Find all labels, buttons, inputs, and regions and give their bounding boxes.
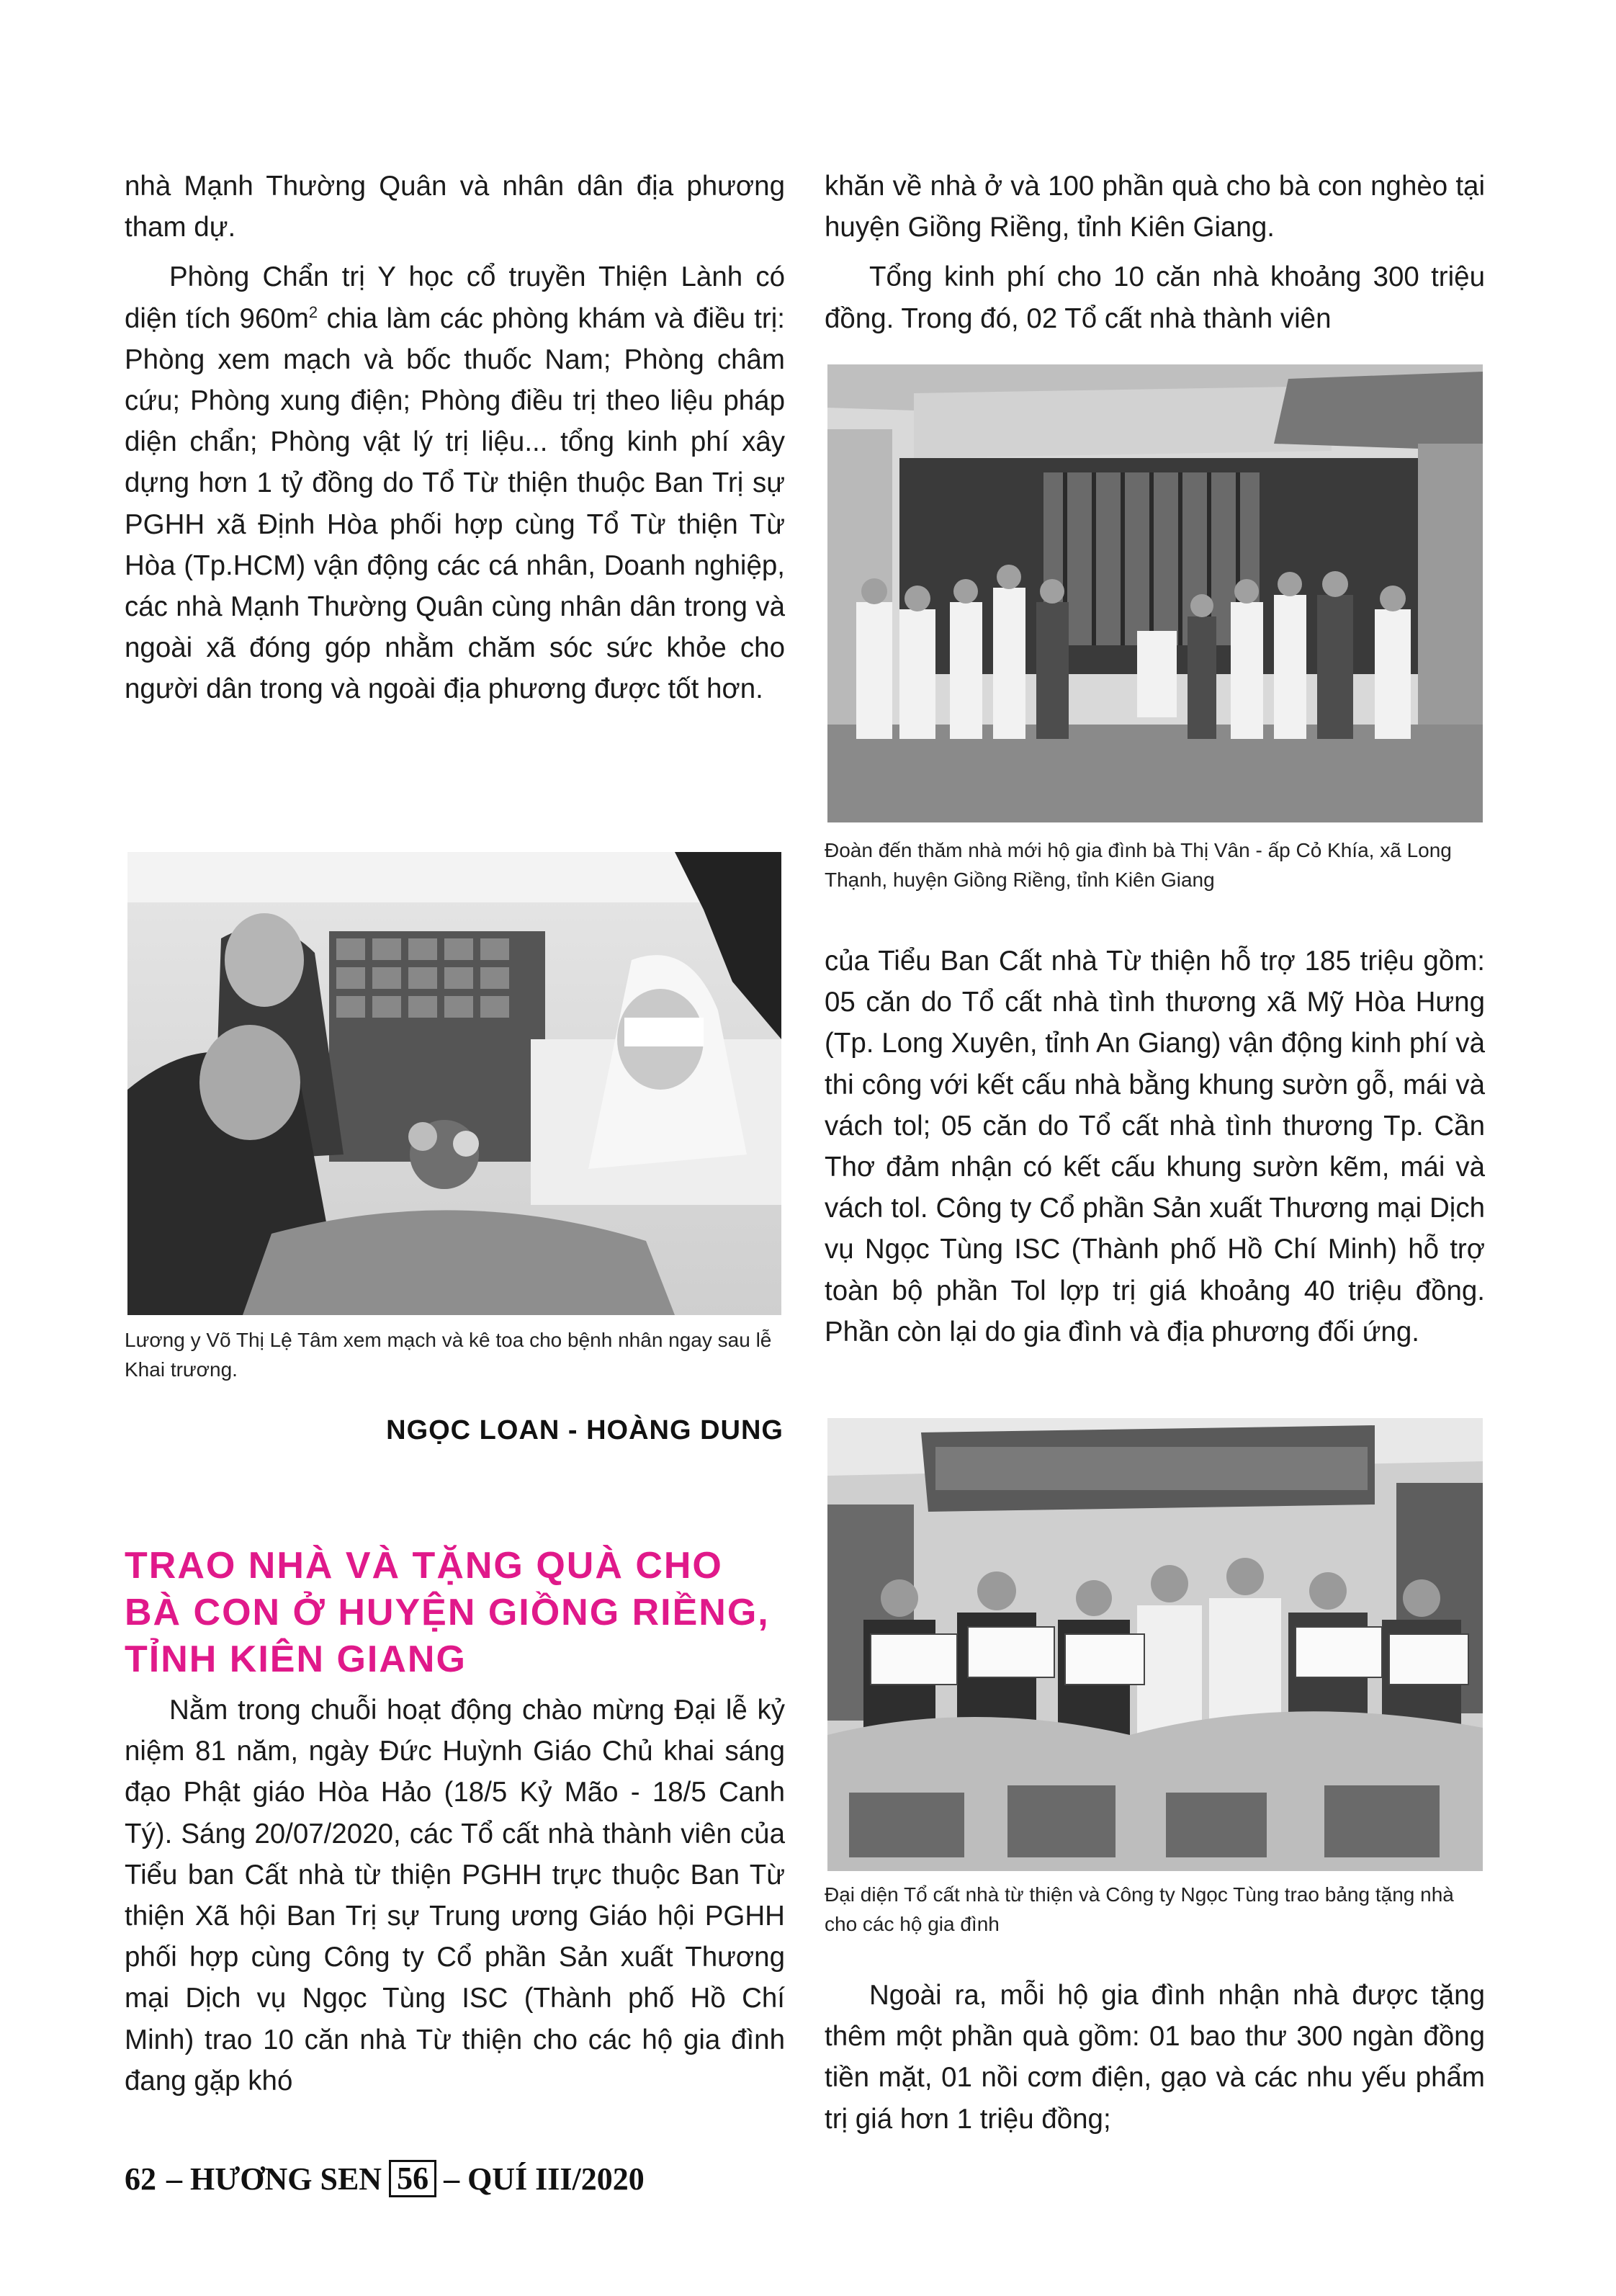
superscript: 2 <box>308 302 318 321</box>
article-headline: TRAO NHÀ VÀ TẶNG QUÀ CHO BÀ CON Ở HUYỆN GIỒNG RIỀNG, TỈNH KIÊN GIANG <box>125 1545 770 1680</box>
paragraph: Tổng kinh phí cho 10 căn nhà khoảng 300 triệu đồng. Trong đó, 02 Tổ cất nhà thành viên <box>825 261 1485 334</box>
paragraph-text: Phòng Chẩn trị Y học cổ truyền Thiện Lành có diện tích 960m <box>125 261 785 334</box>
paragraph <box>125 256 785 709</box>
paragraph: của Tiểu Ban Cất nhà Từ thiện hỗ trợ 185 triệu gồm: 05 căn do Tổ cất nhà tình thương xã Mỹ Hòa Hưng (Tp. Long Xuyên, tỉnh An Giang) vận động kinh phí và thi công với kết cấu nhà bằng khung sườn gỗ, mái và vách tol; 05 căn do Tổ cất nhà tình thương Tp. Cần Thơ đảm nhận có kết cấu khung sườn kẽm, mái và vách tol. Công ty Cổ phần Sản xuất Thương mại Dịch vụ Ngọc Tùng ISC (Thành phố Hồ Chí Minh) hỗ trợ toàn bộ phần Tol lợp trị giá khoảng 40 triệu đồng. Phần còn lại do gia đình và địa phương đối ứng. <box>825 946 1485 1347</box>
clinic-photo <box>127 852 781 1315</box>
page-footer <box>125 2157 645 2200</box>
left-column-top <box>125 166 785 710</box>
clinic-photo-caption: Lương y Võ Thị Lệ Tâm xem mạch và kê toa cho bệnh nhân ngay sau lễ Khai trương. <box>125 1329 772 1381</box>
left-column-bottom <box>125 1690 785 2102</box>
magazine-title: – HƯƠNG SEN <box>166 2161 382 2197</box>
paragraph-text: chia làm các phòng khám và điều trị: Phòng xem mạch và bốc thuốc Nam; Phòng châm cứu; Phòng xung điện; Phòng điều trị theo liệu pháp diện chẩn; Phòng vật lý trị liệu... tổng kinh phí xây dựng hơn 1 tỷ đồng do Tổ Từ thiện thuộc Ban Trị sự PGHH xã Định Hòa phối hợp cùng Tổ Từ thiện Từ Hòa (Tp.HCM) vận động các cá nhân, Doanh nghiệp, các nhà Mạnh Thường Quân cùng nhân dân trong và ngoài xã đóng góp nhằm chăm sóc sức khỏe cho người dân trong và ngoài địa phương được tốt hơn. <box>125 302 785 705</box>
paragraph: Ngoài ra, mỗi hộ gia đình nhận nhà được tặng thêm một phần quà gồm: 01 bao thư 300 ngàn đồng tiền mặt, 01 nồi cơm điện, gạo và các nhu yếu phẩm trị giá hơn 1 triệu đồng; <box>825 1980 1485 2135</box>
right-column-bottom <box>825 1975 1485 2140</box>
issue-quarter: – QUÍ III/2020 <box>444 2161 645 2197</box>
right-column-middle <box>825 941 1485 1353</box>
paragraph: Nằm trong chuỗi hoạt động chào mừng Đại lễ kỷ niệm 81 năm, ngày Đức Huỳnh Giáo Chủ khai sáng đạo Phật giáo Hòa Hảo (18/5 Kỷ Mão - 18/5 Canh Tý). Sáng 20/07/2020, các Tổ cất nhà thành viên của Tiểu ban Cất nhà từ thiện PGHH trực thuộc Ban Từ thiện Xã hội Ban Trị sự Trung ương Giáo hội PGHH phối hợp cùng Công ty Cổ phần Sản xuất Thương mại Dịch vụ Ngọc Tùng ISC (Thành phố Hồ Chí Minh) trao 10 căn nhà Từ thiện cho các hộ gia đình đang gặp khó <box>125 1695 785 2097</box>
paragraph: nhà Mạnh Thường Quân và nhân dân địa phương tham dự. <box>125 171 785 243</box>
house-visit-photo-caption: Đoàn đến thăm nhà mới hộ gia đình bà Thị Vân - ấp Cỏ Khía, xã Long Thạnh, huyện Giồng Riềng, tỉnh Kiên Giang <box>825 839 1452 891</box>
right-column-top <box>825 166 1485 339</box>
page-number: 62 <box>125 2161 156 2197</box>
issue-number: 56 <box>389 2160 436 2197</box>
byline: NGỌC LOAN - HOÀNG DUNG <box>386 1415 784 1445</box>
house-visit-photo <box>827 364 1483 822</box>
handover-photo <box>827 1418 1483 1871</box>
handover-photo-caption: Đại diện Tổ cất nhà từ thiện và Công ty Ngọc Tùng trao bảng tặng nhà cho các hộ gia đình <box>825 1883 1454 1935</box>
paragraph: khăn về nhà ở và 100 phần quà cho bà con nghèo tại huyện Giồng Riềng, tỉnh Kiên Giang. <box>825 171 1485 243</box>
